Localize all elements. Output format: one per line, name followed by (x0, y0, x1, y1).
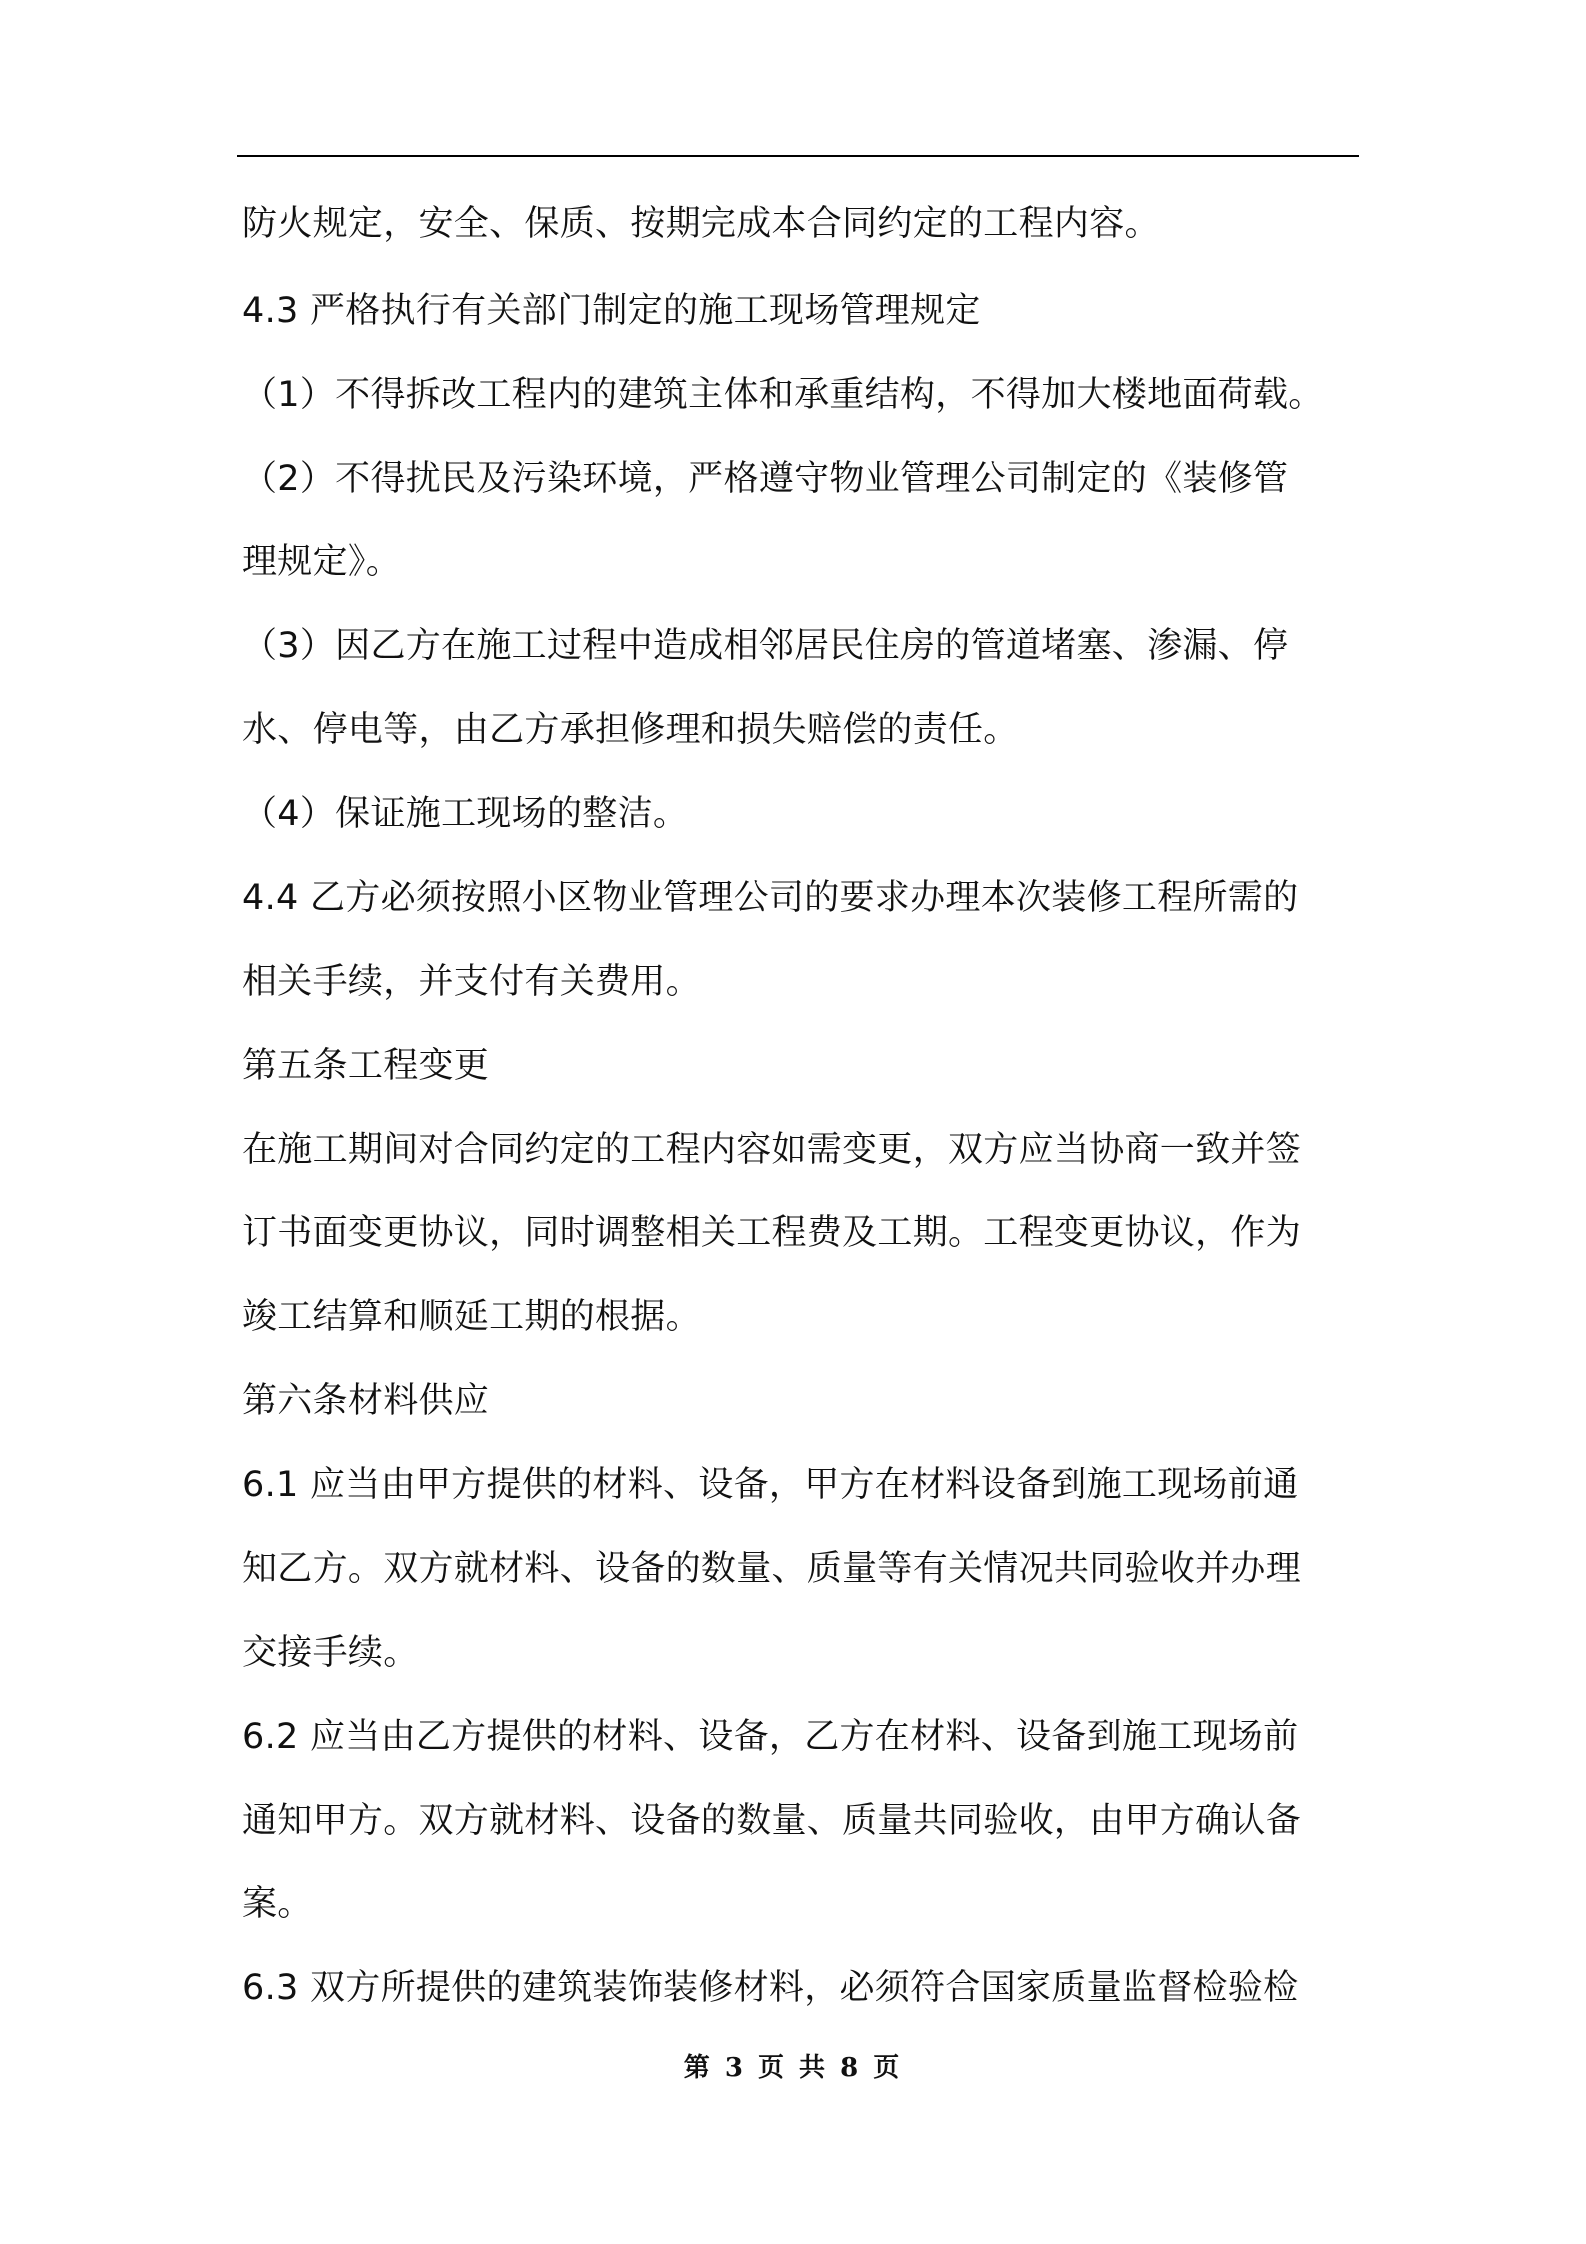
text-line: 6.3 双方所提供的建筑装饰装修材料，必须符合国家质量监督检验检 (242, 1968, 1299, 2008)
text-line: 6.1 应当由甲方提供的材料、设备，甲方在材料设备到施工现场前通 (242, 1465, 1299, 1505)
text-line: 4.3 严格执行有关部门制定的施工现场管理规定 (242, 291, 981, 331)
section-heading: 第五条工程变更 (242, 1046, 490, 1086)
text-line: 案。 (242, 1884, 313, 1924)
header-rule (237, 155, 1359, 157)
text-line: （1）不得拆改工程内的建筑主体和承重结构，不得加大楼地面荷载。 (242, 375, 1324, 415)
section-heading: 第六条材料供应 (242, 1381, 490, 1421)
text-line: 6.2 应当由乙方提供的材料、设备，乙方在材料、设备到施工现场前 (242, 1717, 1299, 1757)
page-number-footer: 第 3 页 共 8 页 (683, 2053, 903, 2083)
text-line: 交接手续。 (242, 1633, 419, 1673)
text-line: 在施工期间对合同约定的工程内容如需变更，双方应当协商一致并签 (242, 1130, 1302, 1170)
text-line: 水、停电等，由乙方承担修理和损失赔偿的责任。 (242, 710, 1019, 750)
text-line: 订书面变更协议，同时调整相关工程费及工期。工程变更协议，作为 (242, 1213, 1302, 1253)
text-line: （3）因乙方在施工过程中造成相邻居民住房的管道堵塞、渗漏、停 (242, 626, 1289, 666)
text-line: 防火规定，安全、保质、按期完成本合同约定的工程内容。 (242, 204, 1160, 244)
text-line: （2）不得扰民及污染环境，严格遵守物业管理公司制定的《装修管 (242, 459, 1289, 499)
text-line: 4.4 乙方必须按照小区物业管理公司的要求办理本次装修工程所需的 (242, 878, 1299, 918)
text-line: 通知甲方。双方就材料、设备的数量、质量共同验收，由甲方确认备 (242, 1801, 1302, 1841)
text-line: 竣工结算和顺延工期的根据。 (242, 1297, 701, 1337)
text-line: （4）保证施工现场的整洁。 (242, 794, 689, 834)
text-line: 知乙方。双方就材料、设备的数量、质量等有关情况共同验收并办理 (242, 1549, 1302, 1589)
text-line: 相关手续，并支付有关费用。 (242, 962, 701, 1002)
text-line: 理规定》。 (242, 542, 402, 582)
